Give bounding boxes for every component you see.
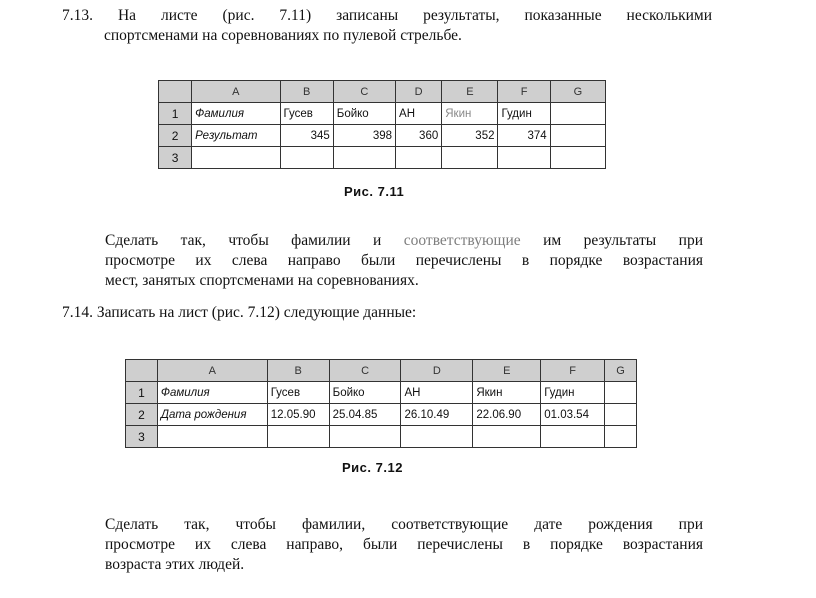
row-header-1: 1 [159, 103, 192, 125]
column-header-f: F [498, 81, 550, 103]
column-header-a: A [157, 360, 267, 382]
cell-c1: Бойко [329, 382, 401, 404]
task-7-13-line-2: просмотре их слева направо были перечислены в порядке возрастания [105, 252, 703, 269]
cell-a1: Фамилия [157, 382, 267, 404]
problem-7-13-line-1: 7.13. На листе (рис. 7.11) записаны результаты, показанные несколькими [62, 7, 712, 24]
cell-f3 [498, 147, 550, 169]
table-row [159, 147, 606, 169]
cell-d2: 26.10.49 [401, 404, 473, 426]
table-row [126, 426, 637, 448]
cell-g3 [605, 426, 637, 448]
spreadsheet-figure-7-11 [158, 80, 606, 169]
cell-a1: Фамилия [192, 103, 280, 125]
cell-b1: Гусев [267, 382, 329, 404]
cell-c1: Бойко [333, 103, 395, 125]
task-7-14-line-3: возраста этих людей. [105, 556, 245, 573]
cell-b1: Гусев [280, 103, 333, 125]
cell-f1: Гудин [498, 103, 550, 125]
task-7-13-line-1-part-b: соответствующие [403, 232, 521, 249]
task-7-14-line-2: просмотре их слева направо, были перечислены в порядке возрастания [105, 536, 703, 553]
cell-c2: 398 [333, 125, 395, 147]
column-header-b: B [267, 360, 329, 382]
cell-g1 [550, 103, 605, 125]
cell-g2 [605, 404, 637, 426]
table-row [159, 103, 606, 125]
row-header-1: 1 [126, 382, 158, 404]
task-7-13-line-1-part-a: Сделать так, чтобы фамилии и [105, 232, 382, 249]
cell-b2: 345 [280, 125, 333, 147]
cell-e2: 22.06.90 [473, 404, 541, 426]
column-header-f: F [541, 360, 605, 382]
cell-d2: 360 [396, 125, 442, 147]
column-header-c: C [329, 360, 401, 382]
cell-d1: АН [396, 103, 442, 125]
cell-c3 [333, 147, 395, 169]
task-7-13-text [105, 231, 703, 291]
task-7-14-text [105, 515, 703, 575]
cell-d1: АН [401, 382, 473, 404]
cell-a2: Дата рождения [157, 404, 267, 426]
cell-f2: 374 [498, 125, 550, 147]
cell-b2: 12.05.90 [267, 404, 329, 426]
task-7-13-line-1 [105, 231, 703, 251]
problem-7-13-line-2: спортсменами на соревнованиях по пулевой стрельбе. [104, 27, 462, 44]
row-header-2: 2 [126, 404, 158, 426]
corner-cell [126, 360, 158, 382]
figure-caption-7-12: Рис. 7.12 [342, 460, 403, 475]
cell-g3 [550, 147, 605, 169]
task-7-14-line-1: Сделать так, чтобы фамилии, соответствующие дате рождения при [105, 516, 703, 533]
cell-e3 [473, 426, 541, 448]
column-header-c: C [333, 81, 395, 103]
table-row [159, 125, 606, 147]
column-header-b: B [280, 81, 333, 103]
table-row [126, 382, 637, 404]
problem-7-14-statement [62, 303, 712, 323]
column-header-row [159, 81, 606, 103]
cell-b3 [267, 426, 329, 448]
corner-cell [159, 81, 192, 103]
cell-c2: 25.04.85 [329, 404, 401, 426]
table-row [126, 404, 637, 426]
cell-a3 [192, 147, 280, 169]
cell-c3 [329, 426, 401, 448]
cell-g2 [550, 125, 605, 147]
column-header-row [126, 360, 637, 382]
row-header-2: 2 [159, 125, 192, 147]
cell-e1: Якин [442, 103, 498, 125]
column-header-g: G [605, 360, 637, 382]
column-header-g: G [550, 81, 605, 103]
row-header-3: 3 [126, 426, 158, 448]
cell-a2: Результат [192, 125, 280, 147]
cell-f1: Гудин [541, 382, 605, 404]
problem-7-13-statement [62, 6, 712, 46]
task-7-13-line-1-part-c: им результаты при [543, 232, 703, 249]
cell-a3 [157, 426, 267, 448]
cell-f3 [541, 426, 605, 448]
cell-f2: 01.03.54 [541, 404, 605, 426]
row-header-3: 3 [159, 147, 192, 169]
column-header-e: E [473, 360, 541, 382]
column-header-a: A [192, 81, 280, 103]
column-header-e: E [442, 81, 498, 103]
figure-caption-7-11: Рис. 7.11 [344, 184, 405, 199]
spreadsheet-figure-7-12 [125, 359, 637, 448]
cell-g1 [605, 382, 637, 404]
task-7-13-line-3: мест, занятых спортсменами на соревнованиях. [105, 272, 419, 289]
cell-b3 [280, 147, 333, 169]
cell-d3 [401, 426, 473, 448]
column-header-d: D [396, 81, 442, 103]
cell-d3 [396, 147, 442, 169]
column-header-d: D [401, 360, 473, 382]
cell-e1: Якин [473, 382, 541, 404]
cell-e2: 352 [442, 125, 498, 147]
cell-e3 [442, 147, 498, 169]
problem-7-14-line-1: 7.14. Записать на лист (рис. 7.12) следующие данные: [62, 304, 417, 321]
